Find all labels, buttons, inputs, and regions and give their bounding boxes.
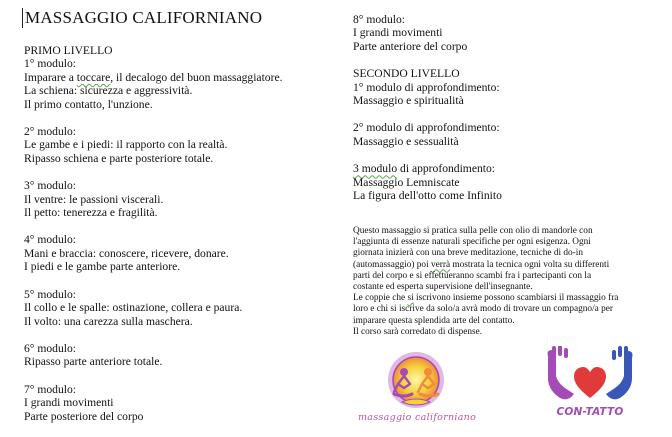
description-line xyxy=(353,293,658,304)
module-line: I piedi e le gambe parte anteriore. xyxy=(24,260,181,274)
module-line: Mani e braccia: conoscere, ricevere, donare. xyxy=(24,246,229,260)
module-8 xyxy=(353,13,653,53)
module-line: Ripasso parte anteriore totale. xyxy=(24,355,163,369)
description-line: Questo massaggio si pratica sulla pelle con olio di mandorle con xyxy=(353,226,593,236)
description-line: l'aggiunta di essenze naturali specifiche per ogni esigenza. Ogni xyxy=(353,237,591,248)
massaggio-californiano-logo xyxy=(358,350,477,430)
right-column xyxy=(353,13,653,202)
spacer xyxy=(24,328,344,342)
module-3 xyxy=(24,179,344,219)
description-text: Le coppie che xyxy=(353,293,408,304)
module-heading-rest: di approfondimento: xyxy=(397,162,496,176)
module-4 xyxy=(24,233,344,273)
description-line: Il corso sarà corredato di dispense. xyxy=(353,326,483,337)
description-line: giornata inizierà con una breve meditazione, tecniche di do-in xyxy=(353,248,583,259)
description-line: imparare questa splendida arte del contatto. xyxy=(353,315,515,326)
description-text: (automassaggio) poi xyxy=(353,259,431,270)
module-line xyxy=(24,71,344,84)
module-heading: 1° modulo: xyxy=(24,57,76,71)
description-line: parti del corpo e si effettueranno scambi fra i partecipanti con la xyxy=(353,270,592,281)
module-heading: 5° modulo: xyxy=(24,287,76,301)
module-heading: 3° modulo: xyxy=(24,179,76,193)
module-line: Parte anteriore del corpo xyxy=(353,39,468,53)
module-line-end: , il decalogo del buon massaggiatore. xyxy=(110,70,283,84)
con-tatto-logo xyxy=(540,346,640,430)
module-line: I grandi movimenti xyxy=(24,396,114,410)
module-heading: 2° modulo di approfondimento: xyxy=(353,121,500,135)
left-column xyxy=(24,44,344,423)
description-line: costante ed esperta supervisione dell'insegnante. xyxy=(353,282,533,293)
level-heading-secondo: SECONDO LIVELLO xyxy=(353,67,460,81)
description-line: loro e chi si iscrive da solo/a avrà modo di trovare un compagno/a per xyxy=(353,304,613,315)
module-line: Il volto: una carezza sulla maschera. xyxy=(24,314,193,328)
module-heading: 2° modulo: xyxy=(24,125,76,139)
level-heading-primo: PRIMO LIVELLO xyxy=(24,44,113,57)
description-text: iscrivono insieme possono scambiarsi il massaggio fra xyxy=(413,293,619,304)
module-line: Ripasso schiena e parte posteriore totale. xyxy=(24,151,214,165)
spacer xyxy=(353,148,653,162)
module-2 xyxy=(24,125,344,165)
module-5 xyxy=(24,288,344,328)
module-line: Massaggio e sessualità xyxy=(353,134,459,148)
module-heading: 7° modulo: xyxy=(24,382,76,396)
spacer xyxy=(24,369,344,383)
module-heading: 1° modulo di approfondimento: xyxy=(353,80,500,94)
module-7 xyxy=(24,383,344,423)
page-title: MASSAGGIO CALIFORNIANO xyxy=(22,8,262,28)
module-1 xyxy=(24,57,344,111)
spellcheck-word: 3 modulo xyxy=(353,162,398,176)
course-description xyxy=(353,226,658,338)
spacer xyxy=(24,111,344,125)
module-line: La figura dell'otto come Infinito xyxy=(353,189,502,203)
spacer xyxy=(24,219,344,233)
spacer xyxy=(24,274,344,288)
spacer xyxy=(353,107,653,121)
spacer xyxy=(24,165,344,179)
module-line: La schiena: sicurezza e aggressività. xyxy=(24,84,193,98)
description-text: mostrata la tecnica ogni volta su differenti xyxy=(450,259,610,270)
module-line-start: Imparare a xyxy=(24,70,77,84)
module-line: Il petto: tenerezza e fragilità. xyxy=(24,206,158,220)
spellcheck-word: toccare xyxy=(76,70,111,84)
module-heading: 4° modulo: xyxy=(24,233,76,247)
module-line: Massaggio e spiritualità xyxy=(353,94,464,108)
logo-caption: CON-TATTO xyxy=(556,406,624,418)
module-line: Le gambe e i piedi: il rapporto con la realtà. xyxy=(24,138,228,152)
module-heading: 8° modulo: xyxy=(353,13,405,26)
module-line: Il primo contatto, l'unzione. xyxy=(24,97,153,111)
spellcheck-word: si xyxy=(407,293,414,304)
module-heading: 6° modulo: xyxy=(24,341,76,355)
advanced-module-1 xyxy=(353,81,653,108)
hands-heart-icon xyxy=(540,346,640,410)
module-line: Il ventre: le passioni viscerali. xyxy=(24,192,164,206)
spacer xyxy=(353,53,653,67)
advanced-module-3 xyxy=(353,162,653,202)
logo-caption: massaggio californiano xyxy=(358,412,477,423)
spellcheck-word: verrà xyxy=(430,259,451,270)
module-heading xyxy=(353,162,653,175)
module-line: I grandi movimenti xyxy=(353,26,443,40)
module-line: Parte posteriore del corpo xyxy=(24,409,144,423)
module-line: Massaggio Lemniscate xyxy=(353,175,460,189)
module-line: Il collo e le spalle: ostinazione, collera e paura. xyxy=(24,301,243,315)
module-6 xyxy=(24,342,344,369)
advanced-module-2 xyxy=(353,121,653,148)
description-line xyxy=(353,260,658,271)
